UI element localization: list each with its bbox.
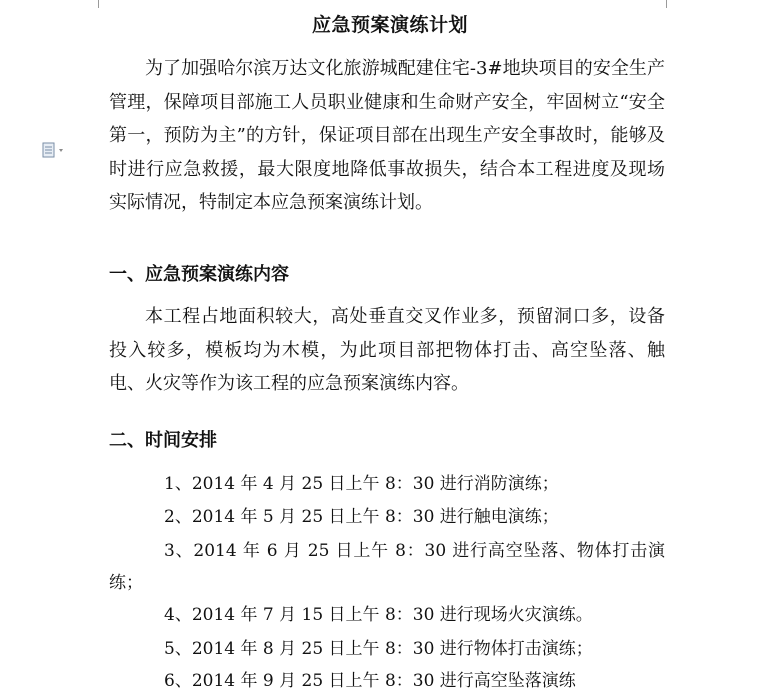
page-corner-mark-left: [84, 0, 99, 8]
intro-paragraph: 为了加强哈尔滨万达文化旅游城配建住宅-3#地块项目的安全生产管理，保障项目部施工人员职业健康和生命财产安全，牢固树立“安全第一，预防为主”的方针，保证项目部在出现生产安全事故时，能够及时进行应急救援，最大限度地降低事故损失，结合本工程进度及现场实际情况，特制定本应急预案演练计划。: [109, 58, 665, 214]
section-heading-schedule: 二、时间安排: [109, 430, 217, 451]
schedule-item: 4、2014 年 7 月 15 日上午 8：30 进行现场火灾演练。: [164, 605, 593, 625]
page-corner-mark-right: [666, 0, 681, 8]
schedule-item: 2、2014 年 5 月 25 日上午 8：30 进行触电演练；: [164, 507, 559, 527]
schedule-item: 5、2014 年 8 月 25 日上午 8：30 进行物体打击演练；: [164, 639, 593, 659]
schedule-item: 1、2014 年 4 月 25 日上午 8：30 进行消防演练；: [164, 474, 559, 494]
document-title: 应急预案演练计划: [311, 14, 468, 36]
schedule-item: 3、2014 年 6 月 25 日上午 8：30 进行高空坠落、物体打击演练；: [109, 541, 665, 593]
drill-content-paragraph: 本工程占地面积较大，高处垂直交叉作业多，预留洞口多，设备投入较多，模板均为木模，为此项目部把物体打击、高空坠落、触电、火灾等作为该工程的应急预案演练内容。: [109, 306, 665, 395]
document-options-icon[interactable]: [42, 142, 70, 158]
section-heading-drill-content: 一、应急预案演练内容: [109, 264, 289, 285]
schedule-item: 6、2014 年 9 月 25 日上午 8：30 进行高空坠落演练: [164, 671, 576, 691]
